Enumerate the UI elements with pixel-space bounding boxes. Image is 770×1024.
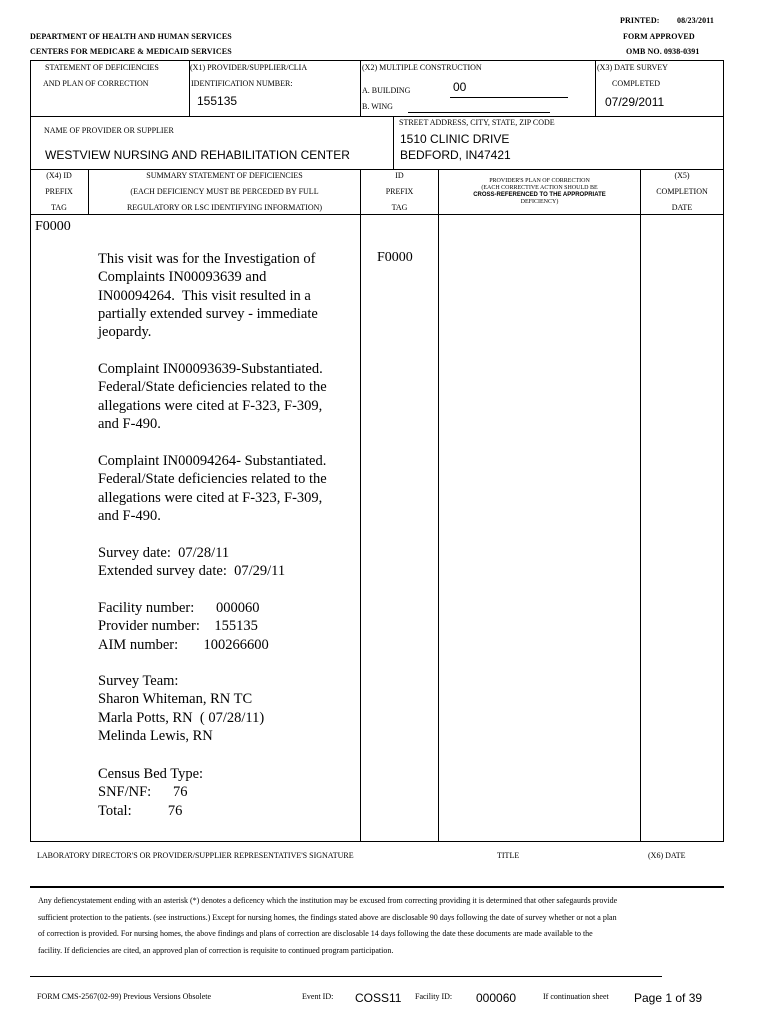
paragraph-survey-team: Survey Team: Sharon Whiteman, RN TC Marla Potts, RN ( 07/28/11) Melinda Lewis, RN [98, 673, 265, 744]
summary-label-2: (EACH DEFICIENCY MUST BE PERCEDED BY FULL [130, 187, 319, 196]
x4-label-3: TAG [51, 203, 67, 212]
agency-line1: DEPARTMENT OF HEALTH AND HUMAN SERVICES [30, 32, 232, 41]
page-number: Page 1 of 39 [634, 991, 703, 1005]
printed-label: PRINTED: [620, 16, 660, 25]
tag-left: F0000 [35, 219, 71, 234]
x1-provider-id: 155135 [197, 94, 238, 108]
x5-label-3: DATE [671, 203, 693, 212]
x2-label: (X2) MULTIPLE CONSTRUCTION [362, 63, 482, 72]
paragraph-survey-dates: Survey date: 07/28/11 Extended survey date: 07/29/11 [98, 545, 286, 580]
provider-name-label: NAME OF PROVIDER OR SUPPLIER [44, 126, 174, 135]
x4-label-2: PREFIX [45, 187, 73, 196]
paragraph-census: Census Bed Type: SNF/NF: 76 Total: 76 [98, 766, 204, 819]
id-label-3: TAG [391, 203, 408, 212]
plan-label-1: PROVIDER'S PLAN OF CORRECTION [489, 178, 590, 184]
facility-id-value: 000060 [476, 991, 517, 1005]
plan-label-2: (EACH CORRECTIVE ACTION SHOULD BE [481, 185, 598, 191]
x3-label-2: COMPLETED [612, 79, 660, 88]
address-line1: 1510 CLINIC DRIVE [400, 132, 510, 146]
paragraph-visit: This visit was for the Investigation of Complaints IN00093639 and IN00094264. This visit resulted in a partially extended survey - immediate jeopardy. [98, 251, 318, 341]
title-label: TITLE [497, 851, 520, 860]
x6-date-label: (X6) DATE [648, 851, 686, 860]
plan-label [439, 178, 640, 206]
disclaimer: Any defiencystatement ending with an asterisk (*) denotes a deficency which the institution may be excused from correcting providing it is determined that other safegaurds provide sufficient protection to the patients. (see instructions.) Except for nursing homes, the findings stated above are disclosable 90 days following the date of survey whether or not a plan of correction is provided. For nursing homes, the above findings and plans of correction are disclosable 14 days following the date these documents are made available to the facility. If deficiencies are cited, an approved plan of correction is requisite to continued program participation. [38, 896, 618, 955]
printed-date: 08/23/2011 [677, 16, 715, 25]
agency-line2: CENTERS FOR MEDICARE & MEDICAID SERVICES [30, 47, 232, 56]
x4-label-1: (X4) ID [46, 171, 72, 180]
id-label-1: ID [395, 171, 404, 180]
event-id-value: COSS11 [355, 991, 402, 1005]
form-number: FORM CMS-2567(02-99) Previous Versions Obsolete [37, 992, 212, 1001]
building-label: A. BUILDING [362, 86, 411, 95]
x1-label-2: IDENTIFICATION NUMBER: [191, 79, 293, 88]
x3-survey-date: 07/29/2011 [605, 95, 665, 109]
tag-right: F0000 [377, 250, 413, 265]
provider-name: WESTVIEW NURSING AND REHABILITATION CENTER [45, 148, 350, 162]
continuation-label: If continuation sheet [543, 992, 609, 1001]
summary-label-1: SUMMARY STATEMENT OF DEFICIENCIES [146, 171, 303, 180]
form-approved: FORM APPROVED [623, 32, 695, 41]
address-label: STREET ADDRESS, CITY, STATE, ZIP CODE [399, 118, 555, 127]
building-value: 00 [453, 80, 467, 94]
paragraph-complaint-1: Complaint IN00093639-Substantiated. Federal/State deficiencies related to the allegations were cited at F-323, F-309, and F-490. [98, 361, 327, 432]
summary-label-3: REGULATORY OR LSC IDENTIFYING INFORMATION) [126, 203, 323, 212]
x5-label-2: COMPLETION [656, 187, 708, 196]
statement-label-1: STATEMENT OF DEFICIENCIES [45, 63, 159, 72]
id-label-2: PREFIX [385, 187, 414, 196]
event-id-label: Event ID: [302, 992, 334, 1001]
plan-label-3: CROSS-REFERENCED TO THE APPROPRIATE [473, 192, 606, 198]
signature-divider [30, 886, 724, 888]
wing-label: B. WING [362, 102, 393, 111]
facility-id-label: Facility ID: [415, 992, 453, 1001]
footer-divider [30, 976, 662, 977]
address-line2: BEDFORD, IN47421 [400, 148, 511, 162]
paragraph-facility-numbers: Facility number: 000060 Provider number: 155135 AIM number: 100266600 [98, 600, 269, 653]
statement-label-2: AND PLAN OF CORRECTION [43, 79, 149, 88]
x5-label-1: (X5) [674, 171, 690, 180]
x1-label-1: (X1) PROVIDER/SUPPLIER/CLIA [190, 63, 308, 72]
plan-label-4: DEFICIENCY) [520, 199, 559, 205]
paragraph-complaint-2: Complaint IN00094264- Substantiated. Federal/State deficiencies related to the allegations were cited at F-323, F-309, and F-490. [98, 453, 327, 524]
omb-number: OMB NO. 0938-0391 [626, 47, 700, 56]
x3-label-1: (X3) DATE SURVEY [597, 63, 668, 72]
director-signature-label: LABORATORY DIRECTOR'S OR PROVIDER/SUPPLIER REPRESENTATIVE'S SIGNATURE [37, 851, 354, 860]
